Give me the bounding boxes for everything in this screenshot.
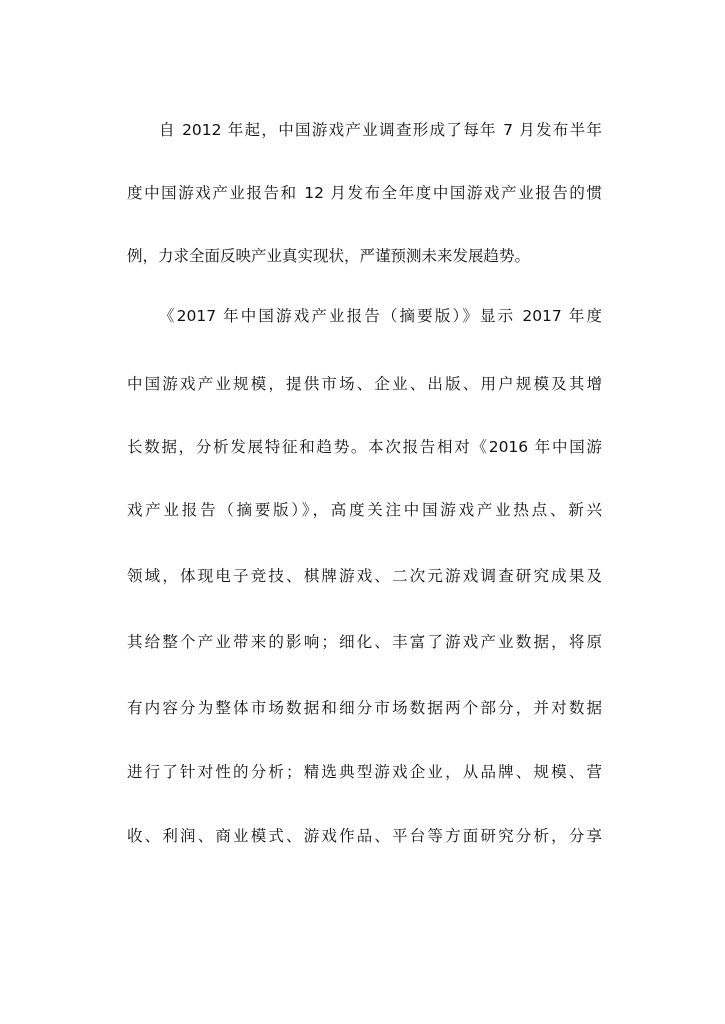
paragraph-line: 进行了针对性的分析；精选典型游戏企业，从品牌、规模、营 (127, 763, 602, 781)
paragraph-line: 中国游戏产业规模，提供市场、企业、出版、用户规模及其增 (127, 375, 602, 393)
paragraph-line: 其给整个产业带来的影响；细化、丰富了游戏产业数据，将原 (127, 633, 602, 651)
paragraph-line: 有内容分为整体市场数据和细分市场数据两个部分，并对数据 (127, 699, 602, 717)
paragraph-line: 戏产业报告（摘要版）》，高度关注中国游戏产业热点、新兴 (127, 501, 602, 519)
paragraph-line: 长数据，分析发展特征和趋势。本次报告相对《2016 年中国游 (127, 438, 602, 456)
paragraph-line: 《2017 年中国游戏产业报告（摘要版）》显示 2017 年度 (159, 307, 602, 325)
paragraph-line: 领域，体现电子竞技、棋牌游戏、二次元游戏调查研究成果及 (127, 567, 602, 585)
paragraph-line: 收、利润、商业模式、游戏作品、平台等方面研究分析，分享 (127, 827, 602, 845)
paragraph-line: 例，力求全面反映产业真实现状，严谨预测未来发展趋势。 (127, 247, 531, 265)
paragraph-line: 度中国游戏产业报告和 12 月发布全年度中国游戏产业报告的惯 (127, 184, 602, 202)
paragraph-line: 自 2012 年起，中国游戏产业调查形成了每年 7 月发布半年 (159, 121, 602, 139)
